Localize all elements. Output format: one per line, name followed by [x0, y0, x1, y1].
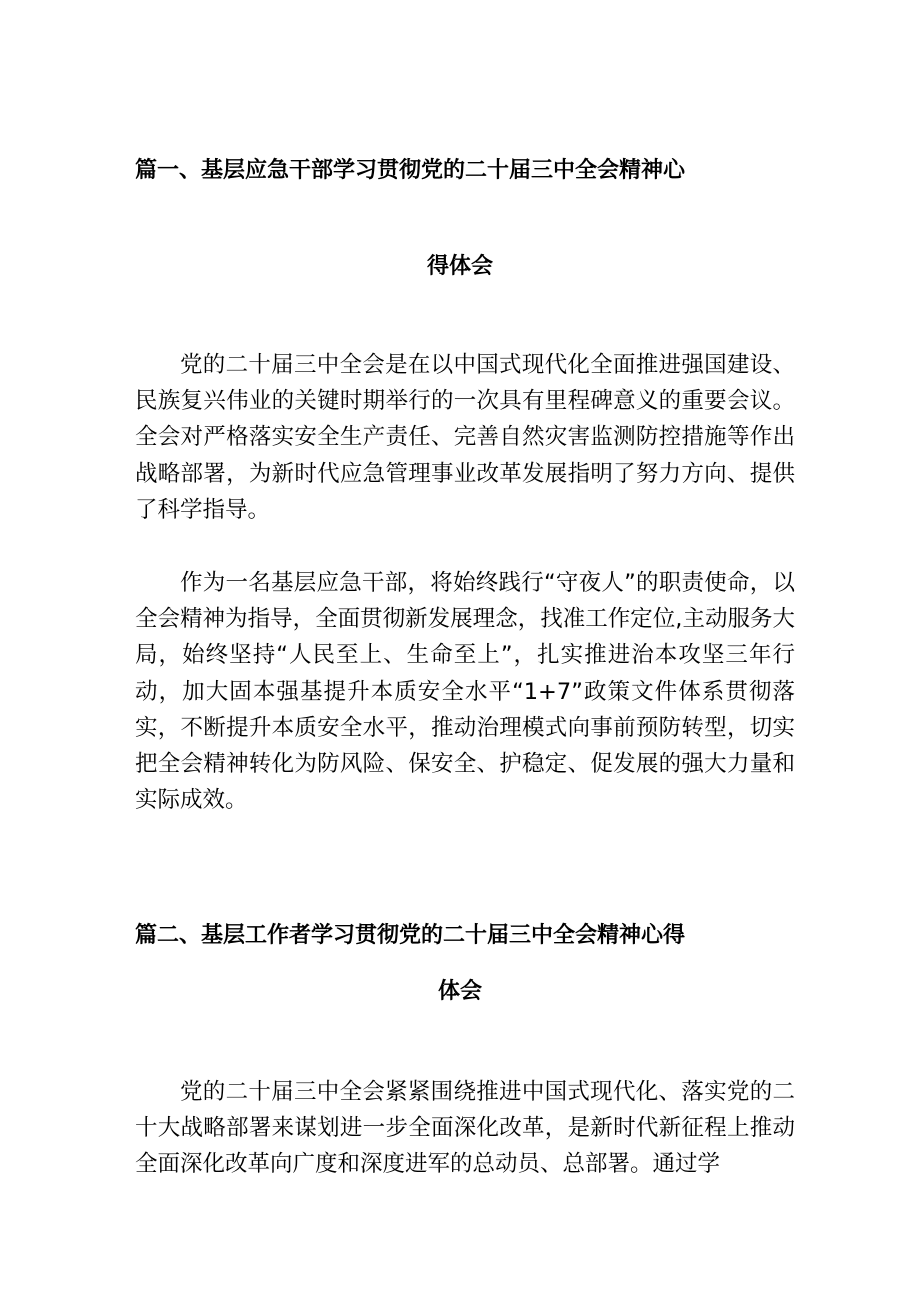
section-1-paragraph-2: 作为一名基层应急干部，将始终践行“守夜人”的职责使命，以全会精神为指导，全面贯彻新发展理念，找准工作定位,主动服务大局，始终坚持“人民至上、生命至上”，扎实推进治本攻坚三年行动，加大固本强基提升本质安全水平“1+7”政策文件体系贯彻落实，不断提升本质安全水平，推动治理模式向事前预防转型，切实把全会精神转化为防风险、保安全、护稳定、促发展的强大力量和实际成效。: [135, 570, 795, 814]
section-2-heading-continued: 体会: [437, 979, 482, 1004]
section-2-paragraph-1: 党的二十届三中全会紧紧围绕推进中国式现代化、落实党的二十大战略部署来谋划进一步全面深化改革，是新时代新征程上推动全面深化改革向广度和深度进军的总动员、总部署。通过学: [135, 1079, 795, 1178]
section-1-heading: 篇一、基层应急干部学习贯彻党的二十届三中全会精神心: [135, 158, 686, 183]
section-2-heading: 篇二、基层工作者学习贯彻党的二十届三中全会精神心得: [135, 923, 686, 948]
section-1-paragraph-1: 党的二十届三中全会是在以中国式现代化全面推进强国建设、民族复兴伟业的关键时期举行的一次具有里程碑意义的重要会议。全会对严格落实安全生产责任、完善自然灾害监测防控措施等作出战略部署，为新时代应急管理事业改革发展指明了努力方向、提供了科学指导。: [135, 352, 795, 523]
section-1-heading-continued: 得体会: [426, 254, 493, 279]
